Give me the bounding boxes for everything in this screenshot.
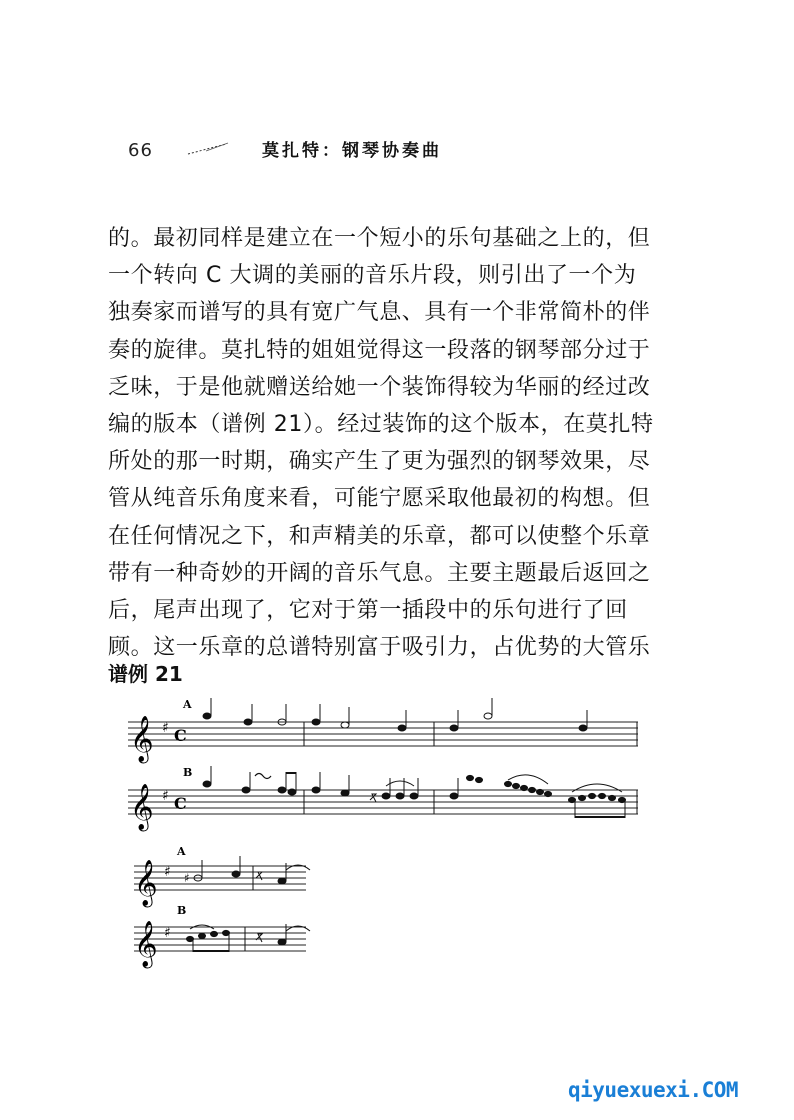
watermark [568,1078,738,1102]
page-number: 66 [128,140,153,161]
time-signature: C [174,794,187,813]
example-heading: 谱例 21 [108,662,183,686]
text-line: 的。最初同样是建立在一个短小的乐句基础之上的，但 [108,226,651,251]
staff-b-long [128,766,638,832]
treble-clef-icon: 𝄞 [134,921,158,967]
text-line: 在任何情况之下，和声精美的乐章，都可以使整个乐章 [108,523,651,549]
staff-b-short [134,904,310,969]
staff-lines [128,722,638,746]
key-signature-sharp-icon: ♯ [162,720,169,736]
sharp-accidental-icon: ♯ [184,871,190,885]
watermark-suffix: .COM [689,1078,739,1102]
staff-label: A [183,698,192,711]
notes [187,924,311,952]
key-signature-sharp-icon: ♯ [164,864,171,880]
text-line: 奏的旋律。莫扎特的姐姐觉得这一段落的钢琴部分过于 [108,337,651,363]
notes [184,856,310,885]
staff-a-short [134,845,310,908]
key-signature-sharp-icon: ♯ [164,925,171,941]
text-line: 所处的那一时期，确实产生了更为强烈的钢琴效果，尽 [108,449,651,475]
notes [203,766,626,818]
text-line: 管从纯音乐角度来看，可能宁愿采取他最初的构想。但 [108,486,651,512]
staff-label: A [177,845,186,858]
text-line: 后，尾声出现了，它对于第一插段中的乐句进行了回 [108,597,628,623]
treble-clef-icon: 𝄞 [130,716,154,762]
time-signature: C [174,726,187,745]
notes [203,698,587,731]
text-line: 编的版本（谱例 21）。经过装饰的这个版本，在莫扎特 [108,411,654,437]
staff-a-long [128,698,638,764]
text-line: 一个转向 C 大调的美丽的音乐片段，则引出了一个为 [108,263,637,289]
staff-label: B [183,766,193,779]
staff-label: B [177,904,187,917]
text-line: 乏味，于是他就赠送给她一个装饰得较为华丽的经过改 [108,374,651,400]
key-signature-sharp-icon: ♯ [162,788,169,804]
treble-clef-icon: 𝄞 [130,784,154,830]
text-line: 带有一种奇妙的开阔的音乐气息。主要主题最后返回之 [108,560,651,586]
text-line: 顾。这一乐章的总谱特别富于吸引力，占优势的大管乐 [108,635,651,661]
text-line: 独奏家而谱写的具有宽广气息、具有一个非常简朴的伴 [108,300,651,326]
running-title: 莫扎特：钢琴协奏曲 [262,141,442,161]
watermark-text: qiyuexuexi [568,1078,690,1102]
treble-clef-icon: 𝄞 [134,860,158,906]
